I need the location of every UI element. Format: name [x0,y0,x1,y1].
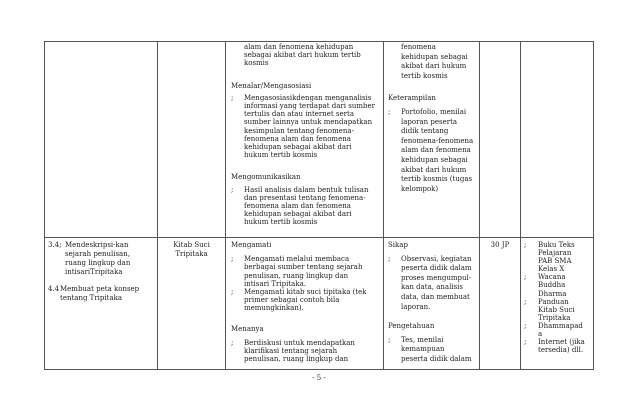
table-border-top [44,41,594,42]
sikap-item-1: ; Observasi, kegiatan peserta didik dalam proses mengumpul- kan data, analisis data, dan membuat laporan. [388,254,472,311]
assessment-continuation: fenomena kehidupan sebagai akibat dari hukum tertib kosmis [401,43,468,80]
source-item: ; Wacana Buddha Dharma [524,273,567,298]
learning-activities-cell-upper [231,43,381,227]
column-divider [225,41,226,370]
column-divider [520,41,521,370]
learning-sources-cell [524,241,592,354]
column-divider [479,41,480,370]
source-item: ; Panduan Kitab Suci Tripitaka [524,297,575,322]
menalar-item: ; Mengasosiasikdengan menganalisis informasi yang terdapat dari sumber tertulis dan atau internet serta sumber lainnya untuk mendapatkan kesimpulan tentang fenomena- fenomena alam dan fenomena kehidupan sebagai akibat dari hukum tertib kosmis [231,93,375,160]
column-divider [157,41,158,370]
competency-3-4: 3.4; Mendeskripsi-kan sejarah penulisan, ruang lingkup dan intisariTripitaka [48,241,131,276]
syllabus-table [44,41,594,370]
source-item: ; Internet (jika tersedia) dll. [524,338,585,355]
table-border-bottom [44,369,594,370]
assessment-cell-lower [388,241,478,365]
activity-continuation: alam dan fenomena kehidupan sebagai akibat dari hukum tertib kosmis [244,43,361,68]
page-number: - 5 - [312,374,326,382]
competency-4-4: 4.4 Membuat peta konsep tentang Tripitaka [48,285,140,302]
mengamati-heading: Mengamati [231,241,272,249]
sikap-heading: Sikap [388,241,408,249]
mengkomunikasikan-heading: Mengomunikasikan [231,173,301,182]
table-border-left [44,41,45,370]
column-divider [383,41,384,370]
assessment-cell-upper [388,43,478,194]
menalar-heading: Menalar/Mengasosiasi [231,81,312,90]
source-item: ; Buku Teks Pelajaran PAB SMA Kelas X [524,241,575,274]
mengamati-item-2: ; Mengamati kitab suci tipitaka (tek primer sebagai contoh bila memungkinkan). [231,288,367,313]
mengamati-item-1: ; Mengamati melalui membaca berbagai sumber tentang sejarah penulisan, ruang lingkup dan intisari Tripitaka. [231,255,363,288]
menanya-item-1: ; Berdiskusi untuk mendapatkan klarifikasi tentang sejarah penulisan, ruang lingkup dan [231,338,355,364]
menanya-heading: Menanya [231,324,264,333]
source-item: ; Dhammapad a [524,321,583,339]
row-divider [44,237,594,238]
competency-cell [48,241,156,303]
learning-activities-cell-lower [231,241,381,363]
pengetahuan-item-1: ; Tes, menilai kemampuan peserta didik dalam [388,335,472,363]
subject-matter-cell: Kitab Suci Tripitaka [173,241,210,258]
table-border-right [593,41,594,370]
pengetahuan-heading: Pengetahuan [388,322,435,331]
keterampilan-item: ; Portofolio, menilai laporan peserta didik tentang fenomena-fenomena alam dan fenomena kehidupan sebagai akibat dari hukum tertib kosmis (tugas kelompok) [388,107,474,193]
keterampilan-heading: Keterampilan [388,94,436,103]
mengkomunikasikan-item: ; Hasil analisis dalam bentuk tulisan dan presentasi tentang fenomena- fenomena alam dan fenomena kehidupan sebagai akibat dari hukum tertib kosmis [231,185,369,227]
time-allocation-cell: 30 JP [490,241,510,249]
